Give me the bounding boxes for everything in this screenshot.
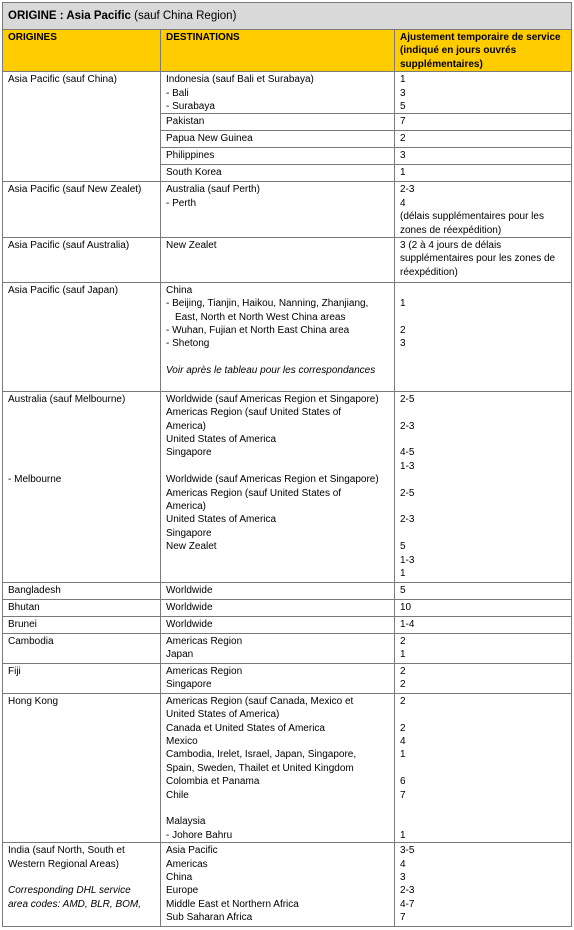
origin-cell: Hong Kong <box>3 693 161 842</box>
value-cell: 3-5 4 3 2-3 4-7 7 <box>395 843 572 927</box>
origin-cell: Asia Pacific (sauf China) <box>3 72 161 182</box>
table-row <box>3 182 572 238</box>
value-cell: 3 (2 à 4 jours de délais supplémentaires pour les zones de réexpédition) <box>395 237 572 282</box>
destination-cell: Australia (sauf Perth) - Perth <box>161 182 395 238</box>
table-row <box>3 282 572 391</box>
origin-cell: Australia (sauf Melbourne) - Melbourne <box>3 391 161 582</box>
destination-cell: Americas Region Japan <box>161 633 395 663</box>
destination-cell: Americas Region (sauf Canada, Mexico et United States of America) Canada et United States of America Mexico Cambodia, Irelet, Israel, Japan, Singapore, Spain, Sweden, Thailet et United Kingdom Colombia et Panama Chile Malaysia - Johore Bahru <box>161 693 395 842</box>
value-cell: 10 <box>395 599 572 616</box>
origin-cell: Brunei <box>3 616 161 633</box>
value-cell: 2 1 <box>395 633 572 663</box>
destination-cell: Papua New Guinea <box>161 131 395 148</box>
destination-cell: New Zealet <box>161 237 395 282</box>
header-ajustement: Ajustement temporaire de service (indiqué en jours ouvrés supplémentaires) <box>395 30 572 72</box>
origin-cell: Bangladesh <box>3 582 161 599</box>
table-row <box>3 633 572 663</box>
table-row <box>3 616 572 633</box>
origin-cell: Asia Pacific (sauf Australia) <box>3 237 161 282</box>
destination-cell: Worldwide <box>161 599 395 616</box>
value-cell: 2 <box>395 131 572 148</box>
origin-cell: India (sauf North, South et Western Regional Areas) Corresponding DHL service area codes: AMD, BLR, BOM, <box>3 843 161 927</box>
origin-cell: Fiji <box>3 663 161 693</box>
value-cell: 2-3 4 (délais supplémentaires pour les zones de réexpédition) <box>395 182 572 238</box>
table-row <box>3 663 572 693</box>
value-cell: 1 <box>395 165 572 182</box>
destination-cell: Asia Pacific Americas China Europe Middle East et Northern Africa Sub Saharan Africa <box>161 843 395 927</box>
destination-cell: China - Beijing, Tianjin, Haikou, Nanning, Zhanjiang, East, North et North West China areas - Wuhan, Fujian et North East China area - Shetong Voir après le tableau pour les correspondances <box>161 282 395 391</box>
destination-cell: Pakistan <box>161 114 395 131</box>
value-cell: 2-5 2-3 4-5 1-3 2-5 2-3 5 1-3 1 <box>395 391 572 582</box>
table-row <box>3 599 572 616</box>
table-row <box>3 693 572 842</box>
origin-cell: Asia Pacific (sauf New Zealet) <box>3 182 161 238</box>
table-row <box>3 72 572 114</box>
destination-cell: Worldwide <box>161 582 395 599</box>
destination-cell: South Korea <box>161 165 395 182</box>
table-row <box>3 582 572 599</box>
value-cell: 2 2 <box>395 663 572 693</box>
header-destinations: DESTINATIONS <box>161 30 395 72</box>
destination-cell: Worldwide (sauf Americas Region et Singapore) Americas Region (sauf United States of America) United States of America Singapore Worldwide (sauf Americas Region et Singapore) Americas Region (sauf United States of America) United States of America Singapore New Zealet <box>161 391 395 582</box>
table-row <box>3 391 572 582</box>
table-row <box>3 843 572 927</box>
table-title: ORIGINE : Asia Pacific (sauf China Region) <box>3 3 572 30</box>
service-adjustment-table <box>2 2 572 927</box>
destination-cell: Americas Region Singapore <box>161 663 395 693</box>
origin-cell: Bhutan <box>3 599 161 616</box>
value-cell: 5 <box>395 582 572 599</box>
origin-cell: Asia Pacific (sauf Japan) <box>3 282 161 391</box>
value-cell: 1-4 <box>395 616 572 633</box>
destination-cell: Worldwide <box>161 616 395 633</box>
origin-cell: Cambodia <box>3 633 161 663</box>
header-origines: ORIGINES <box>3 30 161 72</box>
value-cell: 7 <box>395 114 572 131</box>
table-row <box>3 237 572 282</box>
value-cell: 1 3 5 <box>395 72 572 114</box>
destination-cell: Philippines <box>161 148 395 165</box>
value-cell: 3 <box>395 148 572 165</box>
value-cell: 2 2 4 1 6 7 1 <box>395 693 572 842</box>
value-cell: 1 2 3 <box>395 282 572 391</box>
destination-cell: Indonesia (sauf Bali et Surabaya) - Bali - Surabaya <box>161 72 395 114</box>
